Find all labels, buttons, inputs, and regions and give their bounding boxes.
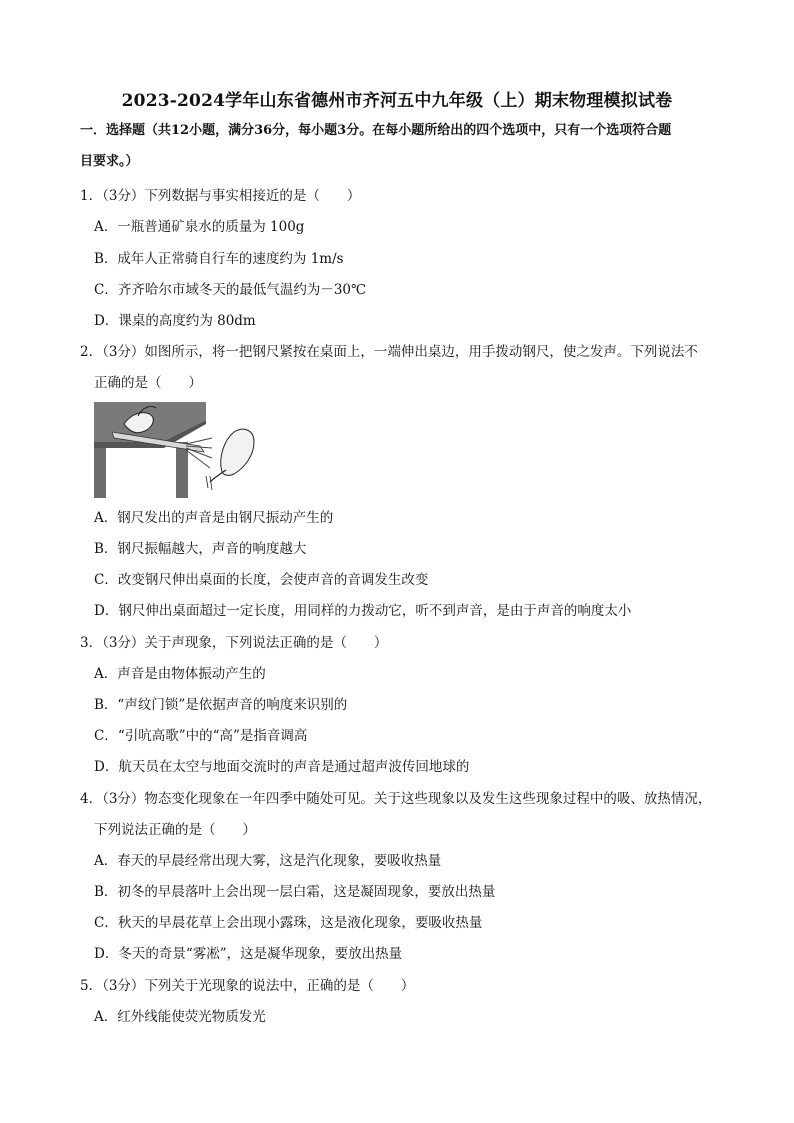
question-1-option-c: C．齐齐哈尔市域冬天的最低气温约为－30℃ xyxy=(94,282,367,298)
question-4-stem-line1: 4．（3分）物态变化现象在一年四季中随处可见。关于这些现象以及发生这些现象过程中的吸、放热情况， xyxy=(80,791,712,807)
question-4-option-d: D．冬天的奇景“雾凇”，这是凝华现象，要放出热量 xyxy=(94,946,403,962)
question-4-option-b: B．初冬的早晨落叶上会出现一层白霜，这是凝固现象，要放出热量 xyxy=(94,884,496,900)
question-2-stem-line2: 正确的是（ ） xyxy=(94,375,202,391)
question-3-option-b: B．“声纹门锁”是依据声音的响度来识别的 xyxy=(94,697,348,713)
question-4-option-a: A．春天的早晨经常出现大雾，这是汽化现象，要吸收热量 xyxy=(94,853,442,869)
question-2-option-a: A．钢尺发出的声音是由钢尺振动产生的 xyxy=(94,510,334,526)
question-4-option-c: C．秋天的早晨花草上会出现小露珠，这是液化现象，要吸收热量 xyxy=(94,915,483,931)
question-3-stem: 3．（3分）关于声现象，下列说法正确的是（ ） xyxy=(80,635,388,651)
question-2-stem-line1: 2．（3分）如图所示，将一把钢尺紧按在桌面上，一端伸出桌边，用手拨动钢尺，使之发声。下列说法不 xyxy=(80,344,698,360)
question-2-option-d: D．钢尺伸出桌面超过一定长度，用同样的力拨动它，听不到声音，是由于声音的响度太小 xyxy=(94,603,632,619)
question-3-option-a: A．声音是由物体振动产生的 xyxy=(94,666,266,682)
question-1-option-a: A．一瓶普通矿泉水的质量为 100g xyxy=(94,219,305,235)
question-5-option-a: A．红外线能使荧光物质发光 xyxy=(94,1009,266,1025)
question-2-option-b: B．钢尺振幅越大，声音的响度越大 xyxy=(94,541,307,557)
question-1-option-b: B．成年人正常骑自行车的速度约为 1m/s xyxy=(94,251,344,267)
question-1-option-d: D．课桌的高度约为 80dm xyxy=(94,313,256,329)
section-heading-line1: 一．选择题（共12小题，满分36分，每小题3分。在每小题所给出的四个选项中，只有一个选项符合题 xyxy=(80,123,672,138)
ruler-vibration-figure xyxy=(94,402,256,498)
section-heading-line2: 目要求。） xyxy=(80,154,139,169)
question-2-option-c: C．改变钢尺伸出桌面的长度，会使声音的音调发生改变 xyxy=(94,572,429,588)
page-title: 2023-2024学年山东省德州市齐河五中九年级（上）期末物理模拟试卷 xyxy=(121,91,673,111)
question-5-stem: 5．（3分）下列关于光现象的说法中，正确的是（ ） xyxy=(80,978,415,994)
question-4-stem-line2: 下列说法正确的是（ ） xyxy=(94,822,256,838)
plucking-hand xyxy=(221,429,254,475)
question-1-stem: 1．（3分）下列数据与事实相接近的是（ ） xyxy=(80,188,361,204)
question-3-option-d: D．航天员在太空与地面交流时的声音是通过超声波传回地球的 xyxy=(94,759,470,775)
table-leg-left xyxy=(94,448,106,498)
question-3-option-c: C．“引吭高歌”中的“高”是指音调高 xyxy=(94,728,308,744)
